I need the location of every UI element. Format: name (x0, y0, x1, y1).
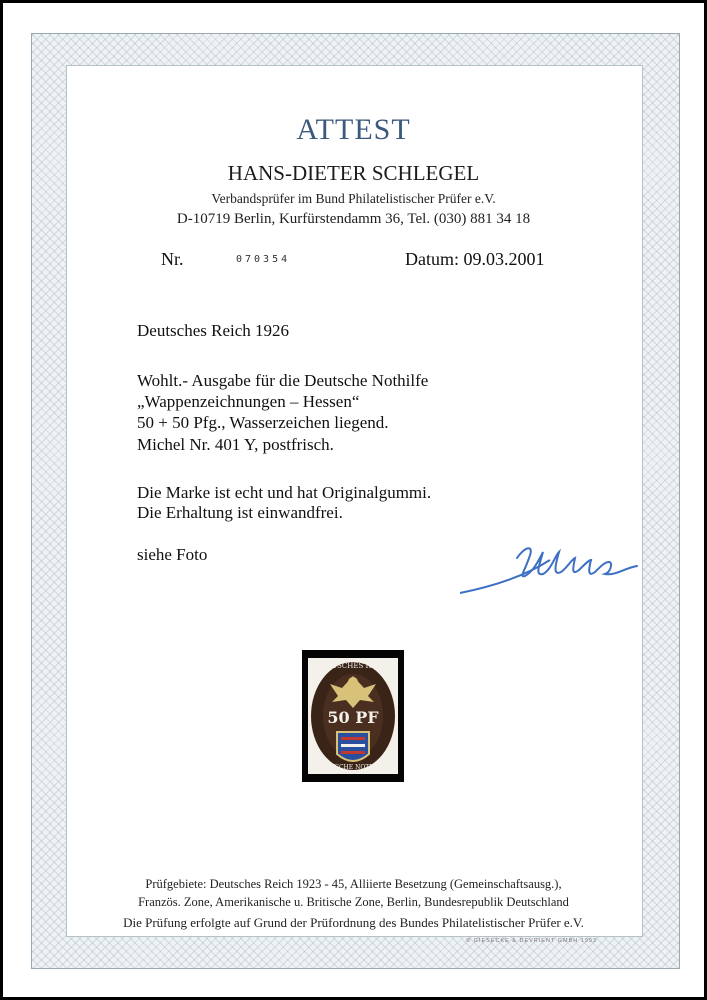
examiner-subtitle: Verbandsprüfer im Bund Philatelistischer Prüfer e.V. (211, 191, 496, 206)
verdict-line: Die Marke ist echt und hat Originalgummi. (137, 483, 432, 502)
footer-line-1: Prüfgebiete: Deutsches Reich 1923 - 45, Alliierte Besetzung (Gemeinschaftsausg.), (145, 877, 562, 891)
examiner-address: D-10719 Berlin, Kurfürstendamm 36, Tel. (030) 881 34 18 (176, 211, 531, 227)
footer-line-3: Die Prüfung erfolgte auf Grund der Prüfordnung des Bundes Philatelistischer Prüfer e.V. (123, 915, 584, 930)
certificate-title: ATTEST (296, 113, 411, 146)
examiner-name: HANS-DIETER SCHLEGEL (227, 161, 480, 185)
certificate-page (3, 3, 704, 997)
certificate-number: 070354 (236, 254, 291, 265)
stamp-bottom-text: DEUTSCHE NOTHILFE (316, 764, 390, 771)
stamp-top-text: DEUTSCHES REICH (315, 662, 391, 670)
condition-line: Die Erhaltung ist einwandfrei. (137, 503, 343, 522)
catalogue-line: Michel Nr. 401 Y, postfrisch. (137, 435, 334, 454)
stamp-value: 50 PF (327, 708, 379, 727)
denomination-line: 50 + 50 Pfg., Wasserzeichen liegend. (137, 413, 389, 432)
photo-note: siehe Foto (137, 545, 208, 564)
number-label: Nr. (161, 249, 184, 269)
design-line: „Wappenzeichnungen – Hessen“ (137, 392, 360, 411)
examiner-signature (455, 538, 645, 598)
stamp-photo (302, 650, 404, 782)
issue-line: Wohlt.- Ausgabe für die Deutsche Nothilfe (137, 371, 429, 390)
certificate-date: Datum: 09.03.2001 (405, 249, 545, 269)
footer-line-2: Französ. Zone, Amerikanische u. Britische Zone, Berlin, Bundesrepublik Deutschland (138, 895, 569, 909)
area-year: Deutsches Reich 1926 (137, 321, 290, 340)
printer-imprint: © GIESECKE & DEVRIENT GMBH 1993 (466, 938, 597, 944)
